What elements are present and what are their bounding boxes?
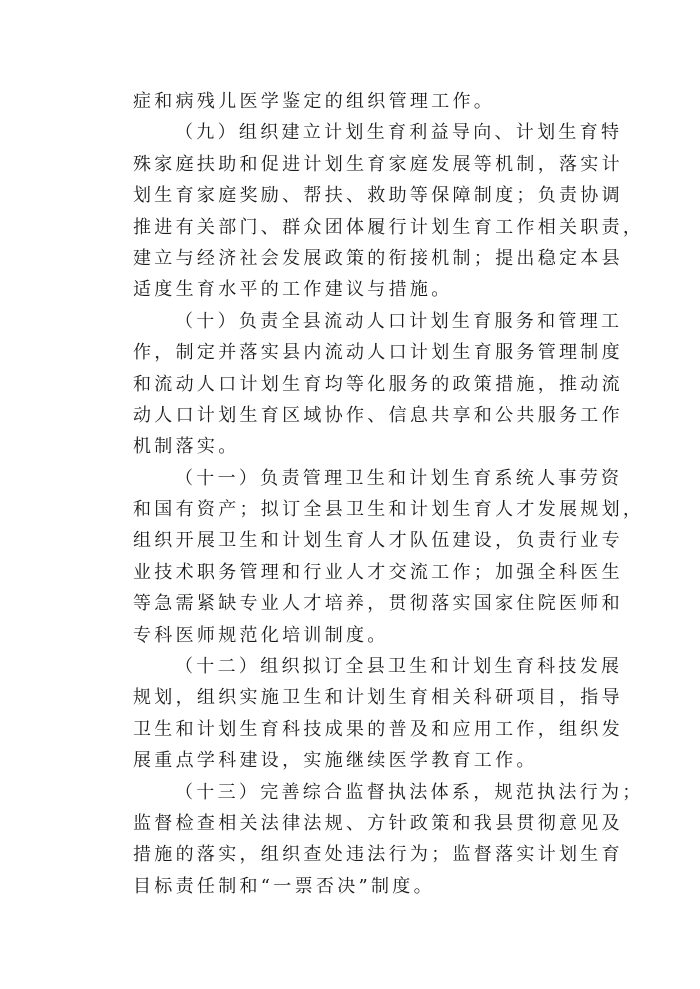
text-line: 适度生育水平的工作建议与措施。 (133, 279, 453, 301)
text-line: 推进有关部门、群众团体履行计划生育工作相关职责， (133, 216, 645, 238)
text-line: 措施的落实，组织查处违法行为；监督落实计划生育 (133, 844, 623, 866)
text-line: （九）组织建立计划生育利益导向、计划生育特 (175, 122, 623, 144)
text-line: 和国有资产；拟订全县卫生和计划生育人才发展规划， (133, 499, 645, 521)
text-line: （十）负责全县流动人口计划生育服务和管理工 (175, 310, 623, 332)
paragraph-item-12 (133, 651, 623, 777)
text-line: 规划，组织实施卫生和计划生育相关科研项目，指导 (133, 687, 623, 709)
text-line: 专科医师规范化培训制度。 (133, 624, 389, 646)
text-line: 动人口计划生育区域协作、信息共享和公共服务工作 (133, 404, 623, 426)
paragraph-item-11 (133, 463, 645, 651)
text-line: 目标责任制和“一票否决”制度。 (133, 875, 435, 897)
text-line: 作，制定并落实县内流动人口计划生育服务管理制度 (133, 342, 623, 364)
paragraph-item-9 (133, 117, 645, 305)
text-line: 划生育家庭奖励、帮扶、救助等保障制度；负责协调 (133, 185, 623, 207)
text-line: 卫生和计划生育科技成果的普及和应用工作，组织发 (133, 718, 623, 740)
text-line: 组织开展卫生和计划生育人才队伍建设，负责行业专 (133, 530, 623, 552)
paragraph-continuation (133, 86, 570, 117)
paragraph-item-10 (133, 306, 623, 463)
paragraph-item-13 (133, 777, 644, 903)
text-line: 展重点学科建设，实施继续医学教育工作。 (133, 750, 538, 772)
text-line: 建立与经济社会发展政策的衔接机制；提出稳定本县 (133, 247, 623, 269)
text-line: 监督检查相关法律法规、方针政策和我县贯彻意见及 (133, 812, 623, 834)
text-line: 和流动人口计划生育均等化服务的政策措施，推动流 (133, 373, 623, 395)
text-line: 等急需紧缺专业人才培养，贯彻落实国家住院医师和 (133, 593, 623, 615)
text-line: （十三）完善综合监督执法体系，规范执法行为； (175, 781, 644, 803)
text-line: （十二）组织拟订全县卫生和计划生育科技发展 (175, 656, 623, 678)
text-line: （十一）负责管理卫生和计划生育系统人事劳资 (175, 467, 623, 489)
text-line: 殊家庭扶助和促进计划生育家庭发展等机制，落实计 (133, 153, 623, 175)
text-line: 业技术职务管理和行业人才交流工作；加强全科医生 (133, 561, 623, 583)
text-line: 症和病残儿医学鉴定的组织管理工作。 (133, 91, 496, 112)
text-line: 机制落实。 (133, 436, 240, 458)
document-body (133, 86, 645, 902)
